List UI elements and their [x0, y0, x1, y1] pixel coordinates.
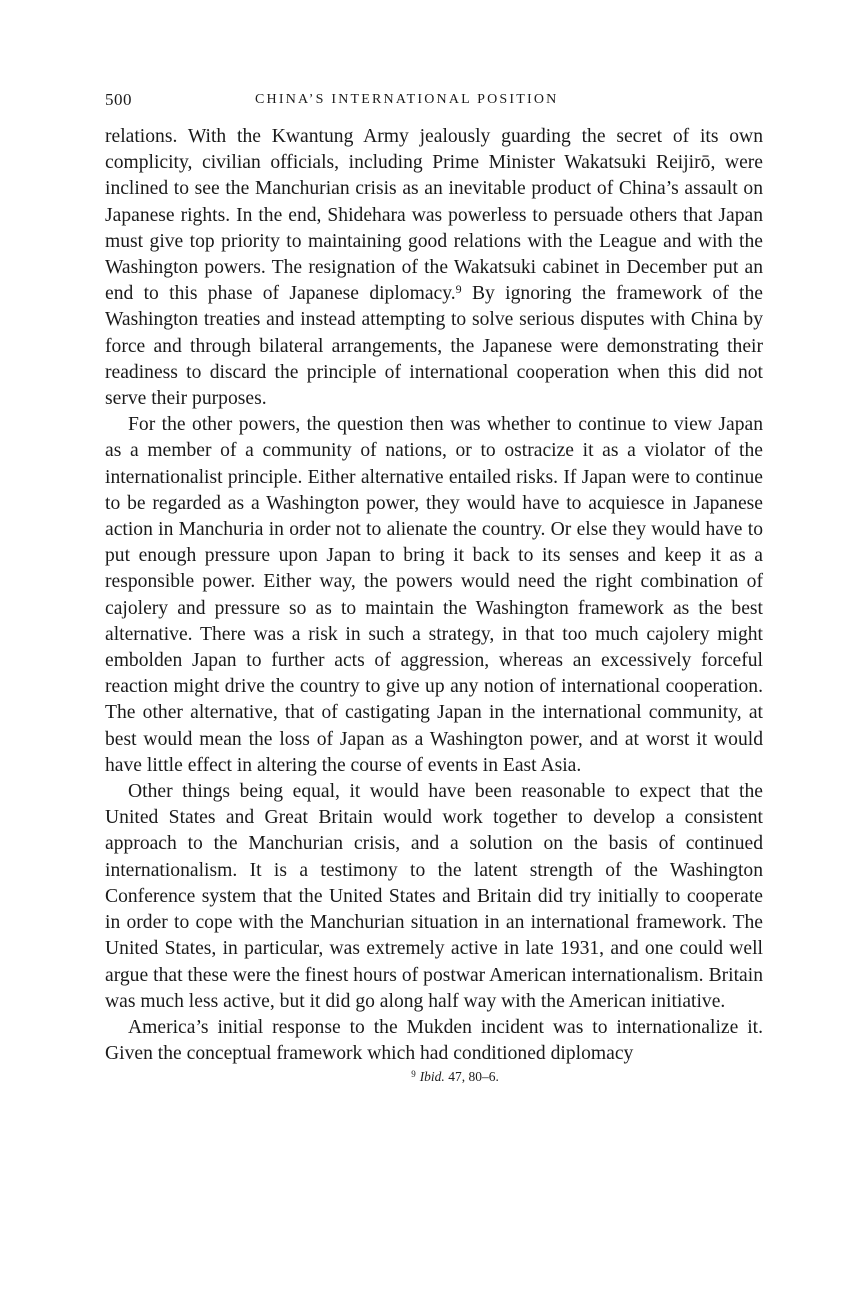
book-page — [105, 88, 763, 1085]
body-text — [105, 124, 763, 1067]
footnote-number: 9 — [411, 1069, 416, 1080]
footnote-pages: 47, 80–6. — [444, 1069, 499, 1085]
paragraph-3: Other things being equal, it would have been reasonable to expect that the United States and Great Britain would work together to develop a consistent approach to the Manchurian crisis, and a solution on the basis of continued internationalism. It is a testimony to the latent strength of the Washington Conference system that the United States and Britain did try initially to cooperate in order to cope with the Manchurian situation in an international framework. The United States, in particular, was extremely active in late 1931, and one could well argue that these were the finest hours of postwar American internationalism. Britain was much less active, but it did go along half way with the American initiative. — [105, 781, 763, 1012]
paragraph-2: For the other powers, the question then was whether to continue to view Japan as a member of a community of nations, or to ostracize it as a violator of the internationalist principle. Either alternative entailed risks. If Japan were to continue to be regarded as a Washington power, they would have to acquiesce in Japanese action in Manchuria in order not to alienate the country. Or else they would have to put enough pressure upon Japan to bring it back to its senses and keep it as a responsible power. Either way, the powers would need the right combination of cajolery and pressure so as to maintain the Washington framework as the best alternative. There was a risk in such a strategy, in that too much cajolery might embolden Japan to further acts of aggression, whereas an excessively forceful reaction might drive the country to give up any notion of international cooperation. The other alternative, that of castigating Japan in the international community, at best would mean the loss of Japan as a Washington power, and at worst it would have little effect in altering the course of events in East Asia. — [105, 414, 763, 776]
footnote-reference: 9 — [455, 282, 462, 297]
footnote — [105, 1069, 763, 1085]
paragraph-1-text-a: relations. With the Kwantung Army jealously guarding the secret of its own complicity, civilian officials, including Prime Minister Wakatsuki Reijirō, were inclined to see the Manchurian crisis as an inevitable product of China’s assault on Japanese rights. In the end, Shidehara was powerless to persuade others that Japan must give top priority to maintaining good relations with the League and with the Washington powers. The resignation of the Wakatsuki cabinet in December put an end to this phase of Japanese diplomacy. — [105, 126, 763, 305]
paragraph-1-text-b: By ignoring the framework of the Washington treaties and instead attempting to solve serious disputes with China by force and through bilateral arrangements, the Japanese were demonstrating their readiness to discard the principle of international cooperation when this did not serve their purposes. — [105, 283, 763, 410]
footnote-source: Ibid. — [419, 1069, 445, 1085]
running-title: CHINA’S INTERNATIONAL POSITION — [255, 92, 559, 107]
page-number: 500 — [105, 90, 132, 109]
paragraph-1 — [105, 124, 763, 412]
paragraph-4: America’s initial response to the Mukden incident was to internationalize it. Given the conceptual framework which had conditioned diplomacy — [105, 1016, 763, 1065]
running-head — [105, 88, 763, 114]
